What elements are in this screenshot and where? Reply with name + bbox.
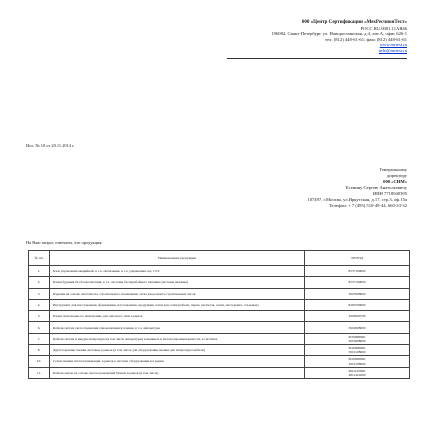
code-value: 4811410000,	[348, 368, 366, 373]
code-value: 8205590000	[348, 302, 366, 307]
recipient-phone: Телефон: + 7 (495) 510-49-44, 660-33-32	[328, 203, 407, 208]
row-code	[305, 333, 410, 344]
row-code	[305, 277, 410, 288]
recipient-name: Есенину Сергею Анатольевичу	[345, 185, 407, 190]
code-value: 3919908000,	[348, 357, 366, 362]
row-code	[305, 311, 410, 322]
recipient-inn: ИНН 7718940395	[372, 191, 407, 196]
recipient-line: Генеральному	[379, 167, 407, 172]
company-name: 000 «Центр Сертификации «МехРесчионТест»	[301, 20, 407, 25]
row-name: Кабели ленты на основе светоотражающей бумаги в рынок (в том числе)	[50, 367, 305, 378]
row-name: Блоки бурения без блока питания, в т.ч. системы бесперебойного питания (системы питания)	[50, 277, 305, 288]
code-value: 3919108000	[348, 350, 366, 355]
header-divider	[227, 58, 407, 59]
outgoing-number: Исх. № 10 от 20.11.2014 г.	[26, 143, 75, 148]
code-value: 3919908000	[348, 338, 366, 343]
company-reg: РОСС RU.0001.11АЯ46	[360, 25, 407, 31]
row-number: 4.	[29, 299, 50, 310]
recipient-company: 000 «СИМ»	[383, 179, 407, 184]
row-number: 7.	[29, 333, 50, 344]
intro-text: На Ваш запрос отвечаем, что продукция:	[26, 240, 103, 245]
code-value: 3919108000	[348, 361, 366, 366]
company-address: 196084, Санкт-Петербург, ул. Новоросчинская, д.4, лит.А, офис 626-1	[271, 31, 407, 37]
row-name: Блоки сигнальные по назначению для светового типа в рынок	[50, 311, 305, 322]
row-code	[305, 299, 410, 310]
row-code	[305, 345, 410, 356]
row-number: 10.	[29, 356, 50, 367]
row-code	[305, 266, 410, 277]
row-code	[305, 356, 410, 367]
company-email-link[interactable]: info@mrtest.ru	[378, 47, 407, 53]
code-value: 3926909700	[348, 314, 366, 319]
col-name-header: Наименование продукции	[50, 251, 305, 266]
row-code	[305, 288, 410, 299]
code-value: 4811410000	[348, 372, 366, 377]
recipient-block	[237, 167, 407, 209]
row-number: 8.	[29, 345, 50, 356]
row-number: 11.	[29, 367, 50, 378]
code-value: 8537109000	[348, 280, 366, 285]
row-name: Инструмент для изготовления, формования, изготовления, продукции сетки для сетки (кабели, перил, настилов, сетки, мастерских, стальных)	[50, 299, 305, 310]
company-phones: тел: (812) 448-61-61; факс (812) 448-61-61	[325, 36, 407, 42]
table-header-row	[29, 251, 410, 266]
table-row	[29, 277, 410, 288]
row-number: 1.	[29, 266, 50, 277]
recipient-line: директору	[386, 173, 407, 178]
code-value: 3919908000	[348, 325, 366, 330]
company-header	[167, 20, 407, 59]
row-name: Кабели систем и шнуры аппаратуры (в том числе аппаратуры) в машинах и металлопромышленности, в системах	[50, 333, 305, 344]
code-value: 3919908000,	[348, 346, 366, 351]
table-row	[29, 311, 410, 322]
table-row	[29, 299, 410, 310]
row-code	[305, 322, 410, 333]
code-value: 3925908000	[348, 291, 366, 296]
row-number: 6.	[29, 322, 50, 333]
row-number: 5.	[29, 311, 50, 322]
table-row	[29, 356, 410, 367]
code-value: 3919908000,	[348, 334, 366, 339]
row-number: 2.	[29, 277, 50, 288]
table-row	[29, 288, 410, 299]
row-code	[305, 367, 410, 378]
table-row	[29, 333, 410, 344]
row-name: Кабели систем светоотражения самоклеющиеся пленки, в т.ч. аппаратуры	[50, 322, 305, 333]
row-name: Блок управления аварийной, в т.ч. светильник, в т.ч. управления сер. СУС	[50, 266, 305, 277]
row-number: 3.	[29, 288, 50, 299]
code-value: 8537109000	[348, 269, 366, 274]
row-name: Изделия на основе пластмассы, строительного назначения, сетка для ремонта строительных лесов	[50, 288, 305, 299]
table-row	[29, 345, 410, 356]
row-name: Сетки пленки светоотражающей, в рынок в системе оборудования и в рынок	[50, 356, 305, 367]
recipient-address: 107497, г.Москва, ул.Иркутская, д.17, стр.3, оф.15а	[307, 197, 407, 202]
products-table	[28, 250, 410, 379]
company-site-link[interactable]: www.mrtest.ru	[379, 42, 407, 48]
row-name: Двухсторонние пленки световые в рынок (в том числе для оборудования пленки для аппаратуры мебели)	[50, 345, 305, 356]
table-row	[29, 322, 410, 333]
table-row	[29, 266, 410, 277]
table-row	[29, 367, 410, 378]
col-code-header: ТН ВЭД	[305, 251, 410, 266]
col-number-header: № п/п	[29, 251, 50, 266]
